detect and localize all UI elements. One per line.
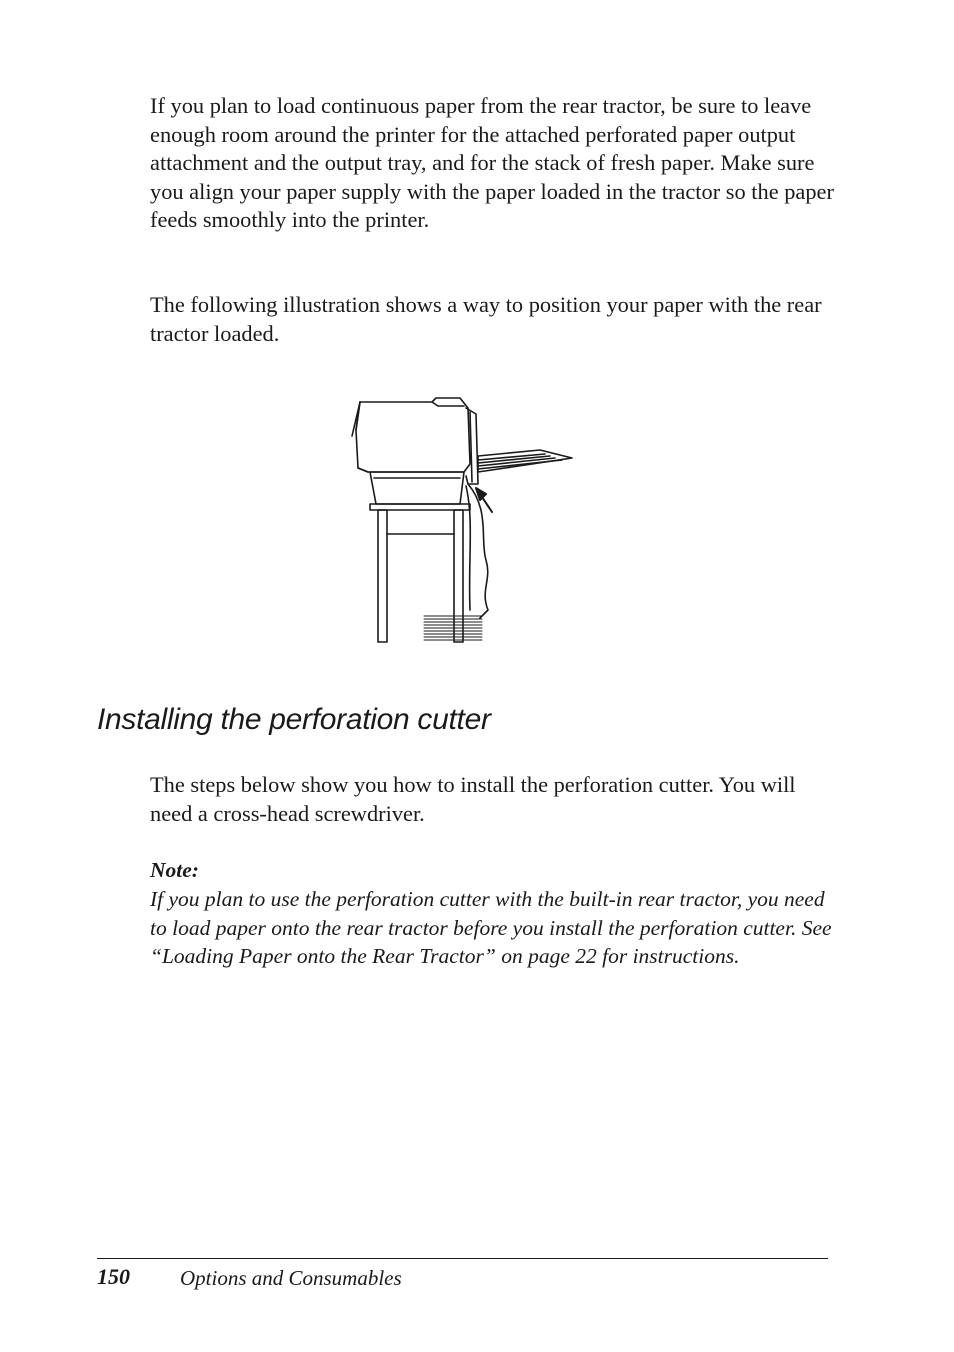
page-number: 150 (97, 1264, 130, 1289)
footer-section-title: Options and Consumables (180, 1266, 402, 1290)
section-paragraph: The steps below show you how to install the perforation cutter. You will need a cross-head screwdriver. (150, 772, 796, 826)
table-icon (370, 504, 470, 642)
paper-stack-icon (424, 616, 482, 640)
output-tray-icon (478, 450, 572, 472)
illustration-caption-paragraph: The following illustration shows a way to position your paper with the rear tractor loaded. (150, 292, 822, 346)
printer-rear-tractor-illustration (340, 390, 590, 660)
paper-feed-path (468, 484, 488, 618)
section-heading: Installing the perforation cutter (97, 703, 491, 736)
intro-paragraph: If you plan to load continuous paper from the rear tractor, be sure to leave enough room around the printer for the attached perforated paper output attachment and the output tray, and for the stack of fresh paper. Make sure you align your paper supply with the paper loaded in the tractor so the paper feeds smoothly into the printer. (150, 93, 834, 232)
footer-divider (97, 1258, 828, 1259)
printer-icon (352, 398, 470, 504)
note-label: Note: (150, 858, 199, 882)
note-text: If you plan to use the perforation cutter with the built-in rear tractor, you need to load paper onto the rear tractor before you install the perforation cutter. See “Loading Paper onto the Rear Tractor” on page 22 for instructions. (150, 887, 832, 968)
